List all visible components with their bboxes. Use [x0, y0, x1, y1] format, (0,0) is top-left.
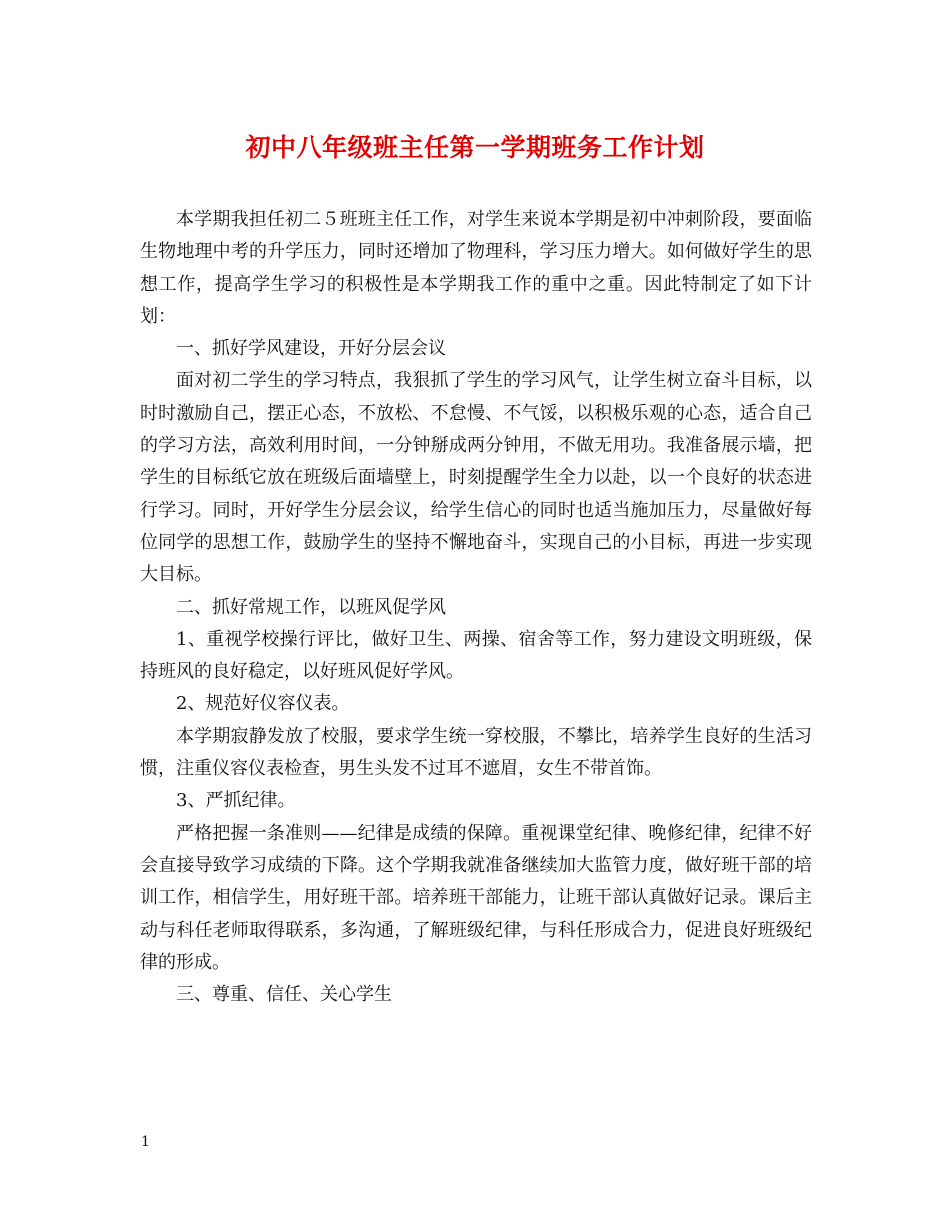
document-title: 初中八年级班主任第一学期班务工作计划	[245, 133, 705, 162]
paragraph-uniform: 本学期寂静发放了校服，要求学生统一穿校服，不攀比，培养学生良好的生活习惯，注重仪容仪表检查，男生头发不过耳不遮眉，女生不带首饰。	[140, 725, 812, 780]
section-heading-3: 三、尊重、信任、关心学生	[176, 984, 392, 1006]
paragraph-item-2: 2、规范好仪容仪表。	[176, 693, 350, 715]
paragraph-study-atmosphere: 面对初二学生的学习特点，我狠抓了学生的学习风气，让学生树立奋斗目标，以时时激励自己，摆正心态，不放松、不怠慢、不气馁，以积极乐观的心态，适合自己的学习方法，高效利用时间，一分钟掰成两分钟用，不做无用功。我准备展示墙，把学生的目标纸它放在班级后面墙壁上，时刻提醒学生全力以赴，以一个良好的状态进行学习。同时，开好学生分层会议，给学生信心的同时也适当施加压力，尽量做好每位同学的思想工作，鼓励学生的坚持不懈地奋斗，实现自己的小目标，再进一步实现大目标。	[140, 370, 812, 586]
paragraph-discipline: 严格把握一条准则——纪律是成绩的保障。重视课堂纪律、晚修纪律，纪律不好会直接导致学习成绩的下降。这个学期我就准备继续加大监管力度，做好班干部的培训工作，相信学生，用好班干部。培养班干部能力，让班干部认真做好记录。课后主动与科任老师取得联系，多沟通，了解班级纪律，与科任形成合力，促进良好班级纪律的形成。	[140, 822, 812, 973]
page-number: 1	[141, 1134, 150, 1150]
section-heading-1: 一、抓好学风建设，开好分层会议	[176, 338, 446, 360]
paragraph-item-1: 1、重视学校操行评比，做好卫生、两操、宿舍等工作，努力建设文明班级，保持班风的良好稳定，以好班风促好学风。	[140, 628, 812, 683]
paragraph-intro: 本学期我担任初二５班班主任工作，对学生来说本学期是初中冲刺阶段，要面临生物地理中考的升学压力，同时还增加了物理科，学习压力增大。如何做好学生的思想工作，提高学生学习的积极性是本学期我工作的重中之重。因此特制定了如下计划：	[140, 209, 812, 327]
paragraph-item-3: 3、严抓纪律。	[176, 790, 296, 812]
section-heading-2: 二、抓好常规工作，以班风促学风	[176, 596, 446, 618]
document-body	[140, 204, 812, 1011]
